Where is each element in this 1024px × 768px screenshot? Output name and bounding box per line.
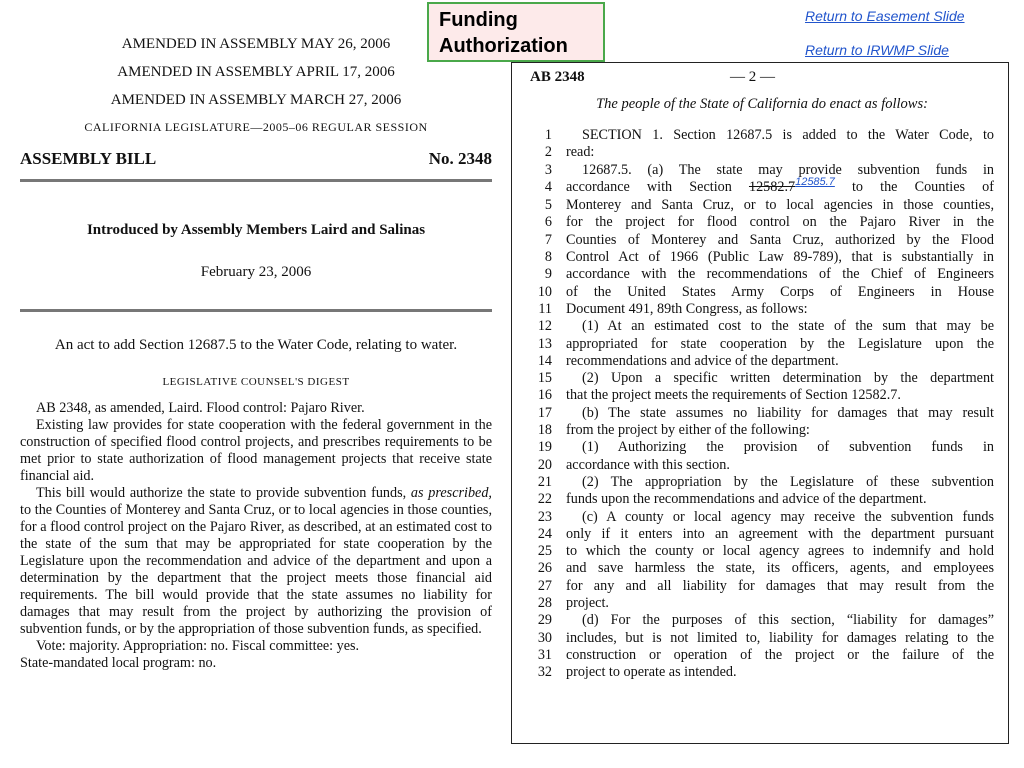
bill-cover-page [20,30,492,672]
bill-line [530,405,994,422]
line-number: 2 [544,144,552,161]
line-text: Monterey and Santa Cruz, or to local agencies in those counties, [566,197,994,214]
line-number: 28 [537,595,552,612]
line-text: and save harmless the state, its officers, agents, and employees [566,560,994,577]
line-text: Document 491, 89th Congress, as follows: [566,300,808,317]
digest-body [20,400,492,672]
line-number: 20 [537,456,552,473]
bill-line [530,249,994,266]
line-number: 29 [537,612,552,629]
bill-line [530,232,994,249]
line-text: construction or operation of the project or the failure of the [566,646,994,663]
bill-line [530,647,994,664]
line-text: that the project meets the requirements of Section 12582.7. [566,387,901,404]
bill-line [530,630,994,647]
introduced-by: Introduced by Assembly Members Laird and Salinas [86,222,426,238]
line-number: 15 [537,370,552,387]
line-number: 31 [537,646,552,663]
session-line: CALIFORNIA LEGISLATURE—2005–06 REGULAR SESSION [84,120,428,134]
line-text: SECTION 1. Section 12687.5 is added to the Water Code, to [582,127,994,143]
line-text: only if it enters into an agreement with the department pursuant [566,525,994,542]
line-text: accordance with the recommendations of the Chief of Engineers [566,266,994,283]
digest-text: to the Counties of Monterey and Santa Cruz, or to local agencies in those counties, for a flood control project on the Pajaro River, as described, at an estimated cost to the state of the sum that may be appropriated for state cooperation by the Legislature upon the recommendation and advice of the department and upon a determination by the department that the project meets those financial aid requirements. The bill would provide that the state assumes no liability for damages that may result from the project by authorizing the provision of subvention funds, or by the appropriation of those subvention funds, as specified. [20,502,492,637]
divider [20,179,492,182]
bill-line [530,301,994,318]
line-number: 6 [544,214,552,231]
line-number: 1 [544,127,552,143]
bill-line [530,336,994,353]
bill-line [530,422,994,439]
bill-line [530,543,994,560]
vote-line: State-mandated local program: no. [20,655,217,671]
bill-line [530,457,994,474]
line-text: (2) The appropriation by the Legislature of these subvention [582,473,994,490]
line-number: 3 [544,161,552,178]
line-text: includes, but is not limited to, liability for damages relating to the [566,629,994,646]
bill-line [530,214,994,231]
line-text: project. [566,595,609,612]
line-text-segment: to the Counties of [834,178,994,195]
line-number: 4 [544,178,552,195]
bill-line [530,370,994,387]
digest-text: This bill would authorize the state to provide subvention funds, [36,485,411,501]
struck-text: 12582.7 [748,178,796,195]
line-text: appropriated for state cooperation by the Legislature upon the [566,335,994,352]
line-number: 10 [537,283,552,300]
enacting-clause: The people of the State of California do enact as follows: [596,96,928,112]
bill-line [530,318,994,335]
line-text: Counties of Monterey and Santa Cruz, authorized by the Flood [566,231,994,248]
line-number: 18 [537,422,552,439]
vote-line: Vote: majority. Appropriation: no. Fiscal committee: yes. [36,638,360,654]
bill-heading [20,149,492,169]
line-text: from the project by either of the following: [566,422,810,439]
line-number: 9 [544,266,552,283]
line-text: (1) At an estimated cost to the state of the sum that may be [582,318,994,335]
bill-line [530,474,994,491]
bill-line [530,595,994,612]
bill-lines [530,127,994,682]
line-text: project to operate as intended. [566,664,737,681]
line-text: (2) Upon a specific written determination by the department [582,370,994,387]
bill-line [530,197,994,214]
bill-line [530,284,994,301]
line-text: Control Act of 1966 (Public Law 89-789), that is substantially in [566,249,994,266]
bill-line [530,127,994,144]
page-number: — 2 — [730,69,775,85]
line-text: 12687.5. (a) The state may provide subvention funds in [582,161,994,178]
line-number: 8 [544,249,552,266]
line-text: of the United States Army Corps of Engineers in House [566,283,994,300]
bill-line [530,664,994,681]
act-title: An act to add Section 12687.5 to the Water Code, relating to water. [54,337,458,353]
digest-italic-text: as prescribed, [410,485,492,501]
line-number: 23 [537,508,552,525]
amendment-line: AMENDED IN ASSEMBLY MARCH 27, 2006 [110,92,402,108]
line-text: accordance with this section. [566,456,730,473]
digest-paragraph [20,485,492,638]
bill-line [530,509,994,526]
line-text: (b) The state assumes no liability for damages that may result [582,404,994,421]
line-number: 22 [537,491,552,508]
bill-line [530,387,994,404]
inserted-text: 12585.7 [795,175,835,188]
bill-line [530,175,994,197]
bill-line [530,353,994,370]
line-number: 19 [537,439,552,456]
bill-text-page [511,62,1009,744]
digest-paragraph: Existing law provides for state cooperation with the federal government in the construction of specified flood control projects, and prescribes requirements to be met prior to state authorization of flood management projects that receive state financial aid. [20,417,492,484]
line-text: to which the county or local agency agrees to indemnify and hold [566,543,994,560]
bill-line [530,612,994,629]
line-number: 11 [538,300,552,317]
line-text [552,175,994,197]
bill-number: No. 2348 [428,149,492,168]
introduced-date: February 23, 2006 [200,264,312,280]
line-number: 27 [537,577,552,594]
line-number: 7 [544,231,552,248]
line-number: 26 [537,560,552,577]
line-text: recommendations and advice of the department. [566,352,839,369]
line-number: 24 [537,525,552,542]
digest-heading: LEGISLATIVE COUNSEL'S DIGEST [162,376,350,388]
line-text: (1) Authorizing the provision of subvention funds in [582,439,994,456]
line-text-segment: accordance with Section [566,178,749,195]
line-text: read: [566,144,595,161]
bill-id: AB 2348 [530,69,585,85]
bill-line [530,144,994,161]
line-number: 30 [537,629,552,646]
line-text: (c) A county or local agency may receive the subvention funds [582,508,994,525]
line-text: (d) For the purposes of this section, “liability for damages” [582,612,994,629]
line-text: for the project for flood control on the Pajaro River in the [566,214,994,231]
bill-title: ASSEMBLY BILL [20,149,157,168]
line-number: 21 [537,473,552,490]
digest-paragraph: AB 2348, as amended, Laird. Flood control: Pajaro River. [36,400,365,416]
amendment-line: AMENDED IN ASSEMBLY APRIL 17, 2006 [117,64,395,80]
bill-line [530,266,994,283]
callout-line-1: Funding [439,9,518,31]
line-number: 17 [537,404,552,421]
line-number: 16 [537,387,552,404]
divider [20,309,492,312]
bill-line [530,162,994,179]
line-text: funds upon the recommendations and advice of the department. [566,491,927,508]
callout-line-2: Authorization [439,35,568,57]
line-number: 14 [537,352,552,369]
bill-line [530,526,994,543]
line-number: 5 [544,197,552,214]
line-number: 13 [537,335,552,352]
bill-line [530,491,994,508]
bill-line [530,439,994,456]
bill-line [530,560,994,577]
page-header [530,69,994,86]
bill-line [530,578,994,595]
line-number: 32 [537,664,552,681]
return-to-easement-link[interactable]: Return to Easement Slide [805,8,965,24]
return-to-irwmp-link[interactable]: Return to IRWMP Slide [805,42,949,58]
line-number: 12 [537,318,552,335]
line-number: 25 [537,543,552,560]
amendment-line: AMENDED IN ASSEMBLY MAY 26, 2006 [121,36,391,52]
line-text: for any and all liability for damages that may result from the [566,577,994,594]
